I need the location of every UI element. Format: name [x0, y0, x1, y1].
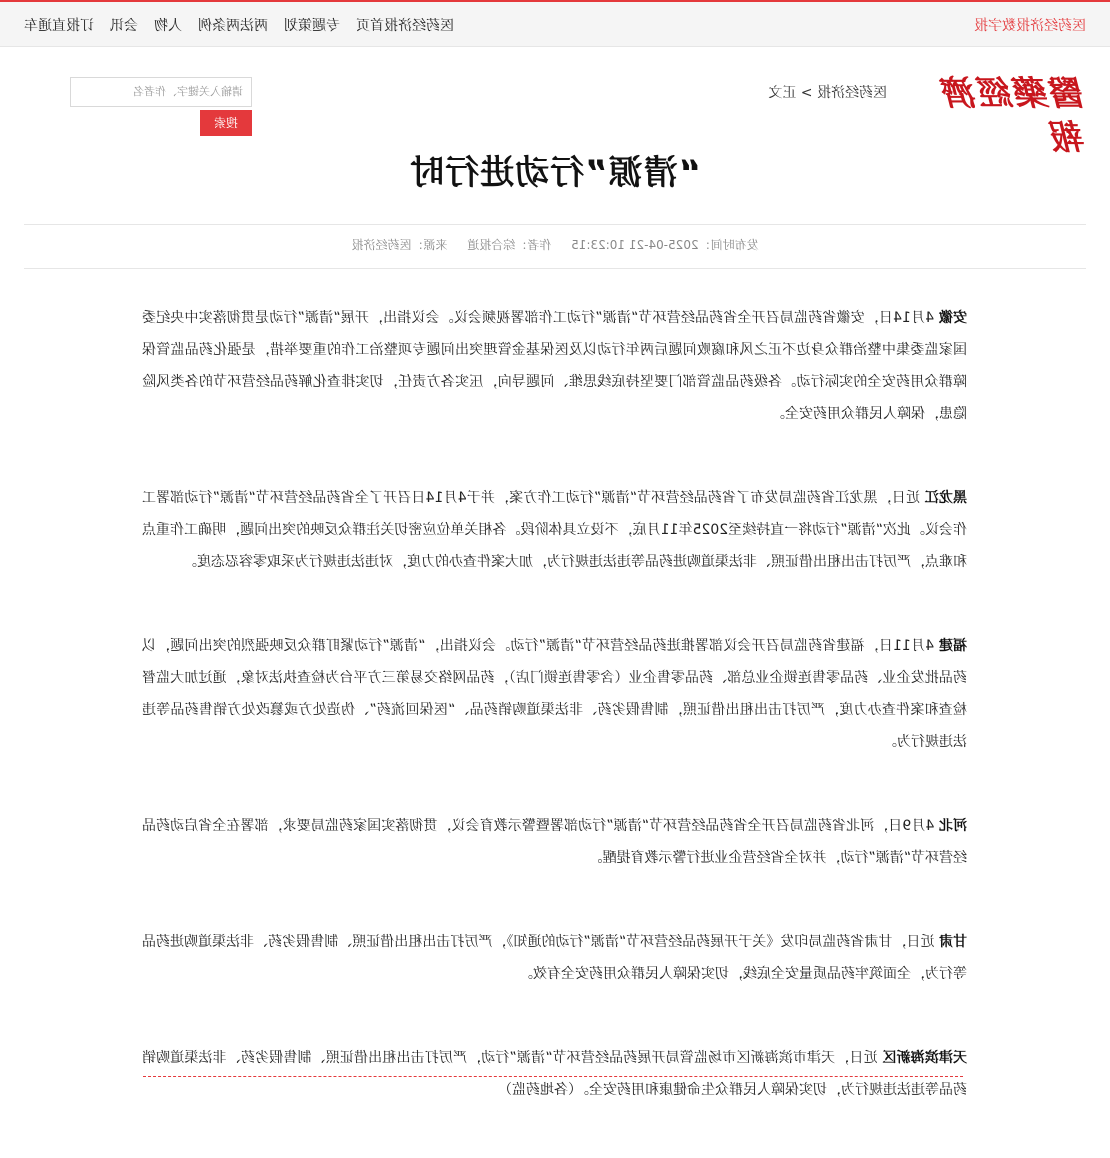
article-meta: [0, 236, 1110, 253]
breadcrumb[interactable]: 医药经济报 > 正文: [768, 85, 887, 101]
nav-people[interactable]: 人物: [154, 18, 182, 34]
bottom-divider: [143, 1076, 963, 1077]
paragraph-tianjin: [142, 1042, 967, 1106]
site-logo[interactable]: 醫藥經濟報: [942, 74, 1086, 158]
paragraph-gansu: [142, 926, 967, 990]
paragraph-fujian: [142, 630, 967, 758]
nav-conference[interactable]: 会讯: [110, 18, 138, 34]
paragraph-text: 近日，黑龙江省药监局发布了省药品经营环节“清源”行动工作方案，并于4月14日召开了全省药品经营环节“清源”行动部署工作会议。此次“清源”行动将一直持续至2025年11月底，不设立具体阶段。各相关单位应密切关注群众反映的突出问题，明确工作重点和难点，严厉打击出租出借证照、非法渠道购进药品等违法违规行为，加大案件查办的力度，对违法违规行为采取零容忍态度。: [141, 490, 967, 570]
source: 来源：医药经济报: [351, 238, 448, 252]
paragraph-anhui: [142, 302, 967, 430]
paragraph-lead: 天津滨海新区: [882, 1050, 967, 1066]
top-bar: [0, 2, 1110, 47]
paragraph-text: 4月9日，河北省药监局召开全省药品经营环节“清源”行动部署暨警示教育会议，贯彻落实国家药监局要求，部署在全省启动药品经营环节“清源”行动，并对全省经营企业进行警示教育提醒。: [142, 818, 967, 866]
article-title: “清源”行动进行时: [409, 153, 701, 193]
author: 作者：综合报道: [467, 238, 552, 252]
nav-home[interactable]: 医药经济报首页: [356, 18, 454, 34]
paragraph-text: 近日，天津市滨海新区市场监管局开展药品经营环节“清源”行动，严厉打击出租出借证照、制售假劣药、非法渠道购销药品等违法违规行为，切实保障人民群众生命健康和用药安全。（各地药监）: [141, 1050, 967, 1098]
paragraph-text: 4月14日，安徽省药监局召开全省药品经营环节“清源”行动工作部署视频会议。会议指出，开展“清源”行动是贯彻落实中央纪委国家监委集中整治群众身边不正之风和腐败问题后两年行动以及医保基金管理突出问题专项整治工作的重要举措，是强化药品监管保障群众用药安全的实际行动。各级药品监管部门要坚持底线思维、问题导向，压实各方责任，切实排查化解药品经营环节的各类风险隐患，保障人民群众用药安全。: [141, 310, 967, 422]
paragraph-text: 近日，甘肃省药监局印发《关于开展药品经营环节“清源”行动的通知》，严厉打击出租出借证照、制售假劣药、非法渠道购进药品等行为，全面筑牢药品质量安全底线，切实保障人民群众用药安全有效。: [142, 934, 967, 982]
paragraph-lead: 河北: [938, 818, 967, 834]
nav-subscribe[interactable]: 订报直通车: [24, 18, 94, 34]
top-nav: [24, 15, 454, 35]
divider: [24, 224, 1086, 225]
paragraph-lead: 黑龙江: [924, 490, 967, 506]
paragraph-hebei: [142, 810, 967, 874]
article-body: [142, 302, 967, 1158]
paragraph-lead: 甘肃: [938, 934, 967, 950]
paragraph-lead: 安徽: [938, 310, 967, 326]
digital-paper-link[interactable]: 医药经济报数字报: [974, 18, 1086, 34]
divider: [24, 268, 1086, 269]
paragraph-lead: 福建: [938, 638, 967, 654]
nav-special[interactable]: 专题策划: [284, 18, 340, 34]
search-button[interactable]: 搜索: [200, 110, 252, 136]
nav-laws[interactable]: 两法两条例: [198, 18, 268, 34]
paragraph-text: 4月11日，福建省药监局召开会议部署推进药品经营环节“清源”行动。会议指出，“清源”行动紧盯群众反映强烈的突出问题，以药品批发企业、药品零售连锁企业总部、药品零售企业（含零售连锁门店），药品网络交易第三方平台为检查执法对象，通过加大监督检查和案件查办力度，严厉打击出租出借证照，制售假劣药、非法渠道购销药品、“医保回流药”、伪造处方或篡改处方销售药品等违法违规行为。: [141, 638, 967, 750]
publish-time: 发布时间：2025-04-21 10:23:15: [571, 238, 759, 252]
search-input[interactable]: 请输入关键字、作者名: [70, 77, 252, 107]
paragraph-heilongjiang: [142, 482, 967, 578]
